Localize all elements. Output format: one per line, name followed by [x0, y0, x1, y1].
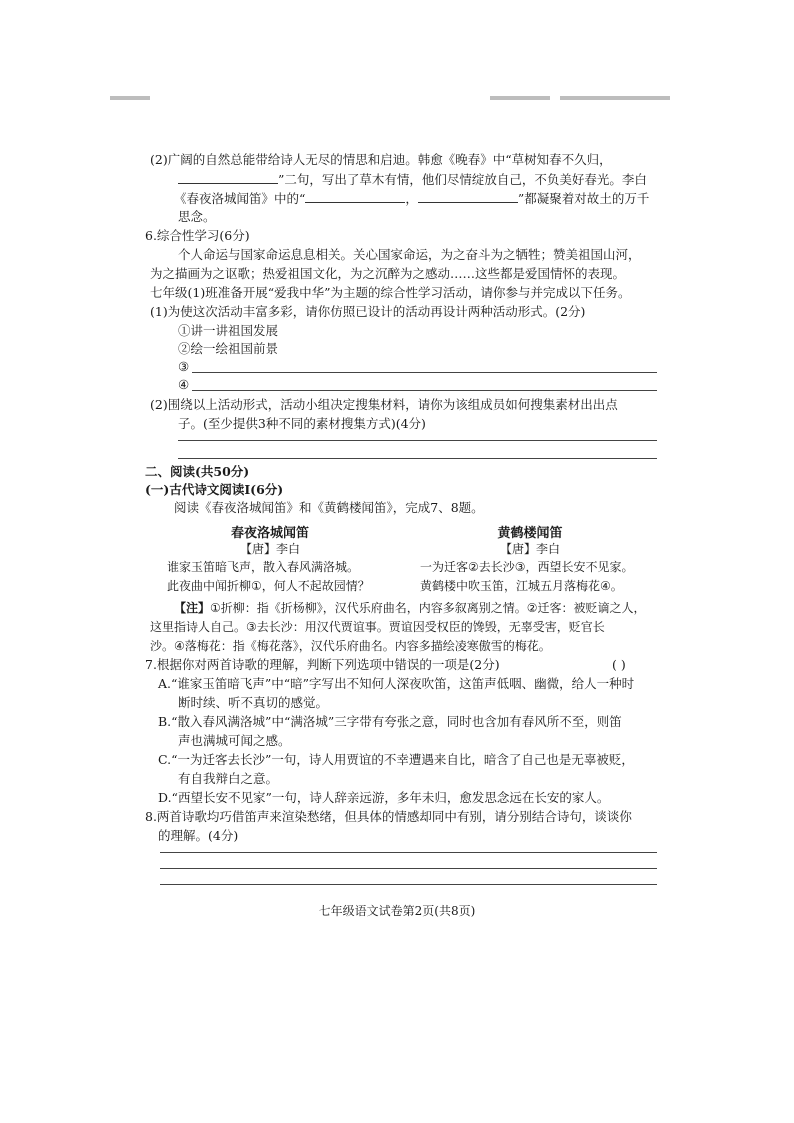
- q6-intro-1: 个人命运与国家命运息息相关。关心国家命运，为之奋斗为之牺牲；赞美祖国山河，: [178, 247, 641, 262]
- q7-option-d: D.“西望长安不见家”一句，诗人辞亲远游，多年未归，愈发思念远在长安的家人。: [158, 790, 610, 805]
- poem2-title: 黄鹤楼闻笛: [497, 526, 563, 541]
- poem1-author: 【唐】李白: [239, 542, 300, 556]
- notes-line3: 沙。④落梅花：指《梅花落》，汉代乐府曲名。内容多描绘凌寒傲雪的梅花。: [150, 639, 551, 653]
- q7-option-c-1: C.“一为迁客去长沙”一句，诗人用贾谊的不幸遭遇来自比，暗含了自己也是无辜被贬，: [158, 752, 634, 767]
- q7-option-a-2: 断时续、听不真切的感觉。: [178, 695, 329, 710]
- answer-line[interactable]: [178, 440, 657, 441]
- scan-artifact: [110, 96, 670, 102]
- poem2-author: 【唐】李白: [499, 542, 560, 556]
- q7-option-c-2: 有自我辩白之意。: [178, 771, 279, 786]
- q5-2-line4: 思念。: [178, 209, 216, 224]
- notes-label: 【注】: [174, 601, 211, 615]
- notes-line2: 这里指诗人自己。③去长沙：用汉代贾谊事。贾谊因受权臣的馋毁，无辜受害，贬官长: [150, 620, 605, 634]
- answer-line[interactable]: [192, 390, 657, 391]
- q6-option-1: ①讲一讲祖国发展: [178, 323, 279, 338]
- q5-2-line2-text: ”二句，写出了草木有情，他们尽情绽放自己，不负美好春光。李白: [278, 172, 647, 187]
- q7-answer-paren[interactable]: ( ): [612, 657, 626, 672]
- q6-option-2: ②绘一绘祖国前景: [178, 341, 279, 356]
- section-title: 二、阅读(共50分): [145, 464, 250, 479]
- answer-line[interactable]: [160, 884, 657, 885]
- q7-option-a-1: A.“谁家玉笛暗飞声”中“暗”字写出不知何人深夜吹笛，这笛声低咽、幽微，给人一种时: [158, 676, 635, 691]
- q7-option-b-1: B.“散入春风满洛城”中“满洛城”三字带有夸张之意，同时也含加有春风所不至，则笛: [158, 714, 622, 729]
- q5-2-line3-sep: ，: [405, 191, 418, 206]
- reading-instruction: 阅读《春夜洛城闻笛》和《黄鹤楼闻笛》，完成7、8题。: [174, 500, 484, 515]
- poem1-line2: 此夜曲中闻折柳①，何人不起故园情？: [167, 579, 370, 593]
- q7-stem: 7.根据你对两首诗歌的理解，判断下列选项中错误的一项是(2分): [145, 657, 500, 672]
- q5-2-line2: [178, 171, 647, 188]
- answer-blank[interactable]: [305, 190, 405, 203]
- answer-blank[interactable]: [178, 171, 278, 184]
- q5-2-line3: [174, 190, 649, 207]
- answer-line[interactable]: [192, 372, 657, 373]
- poem1-line1: 谁家玉笛暗飞声，散入春风满洛城。: [167, 560, 360, 574]
- poem1-title: 春夜洛城闻笛: [230, 526, 309, 541]
- answer-line[interactable]: [160, 868, 657, 869]
- answer-blank[interactable]: [418, 190, 518, 203]
- poem2-line1: 一为迁客②去长沙③，西望长安不见家。: [420, 560, 634, 574]
- q6-sub2-line2: 子。(至少提供3种不同的素材搜集方式)(4分): [178, 416, 426, 431]
- poem2-line2: 黄鹤楼中吹玉笛，江城五月落梅花④。: [420, 579, 623, 593]
- q6-sub1: (1)为使这次活动丰富多彩，请你仿照已设计的活动再设计两种活动形式。(2分): [150, 304, 586, 319]
- answer-line[interactable]: [160, 852, 657, 853]
- q5-2-line1: (2)广阔的自然总能带给诗人无尽的情思和启迪。韩愈《晚春》中“草树知春不久归，: [150, 152, 612, 167]
- q6-title: 6.综合性学习(6分): [145, 228, 250, 243]
- q6-option-3: ③: [178, 359, 190, 374]
- q8-line1: 8.两首诗歌均巧借笛声来渲染愁绪，但具体的情感却同中有别，请分别结合诗句，谈谈你: [145, 809, 632, 824]
- q6-intro-3: 七年级(1)班准备开展“爱我中华”为主题的综合性学习活动，请你参与并完成以下任务。: [150, 285, 631, 300]
- notes-line1-text: ①折柳：指《折杨柳》，汉代乐府曲名，内容多叙离别之情。②迁客：被贬谪之人，: [210, 601, 646, 615]
- notes-line1: [174, 600, 646, 616]
- q6-intro-2: 为之描画为之讴歌；热爱祖国文化，为之沉醉为之感动……这些都是爱国情怀的表现。: [150, 266, 626, 281]
- page-footer: 七年级语文试卷第2页(共8页): [318, 904, 476, 918]
- q6-sub2-line1: (2)围绕以上活动形式，活动小组决定搜集材料，请你为该组成员如何搜集素材出出点: [150, 397, 618, 412]
- q5-2-line3-head: 《春夜洛城闻笛》中的“: [174, 191, 306, 206]
- answer-line[interactable]: [178, 458, 657, 459]
- q8-line2: 的理解。(4分): [158, 828, 239, 843]
- section-part-title: (一)古代诗文阅读Ⅰ(6分): [145, 482, 284, 497]
- q6-option-4: ④: [178, 377, 190, 392]
- q5-2-line3-tail: ”都凝聚着对故土的万千: [517, 191, 650, 206]
- q7-option-b-2: 声也满城可闻之感。: [178, 733, 291, 748]
